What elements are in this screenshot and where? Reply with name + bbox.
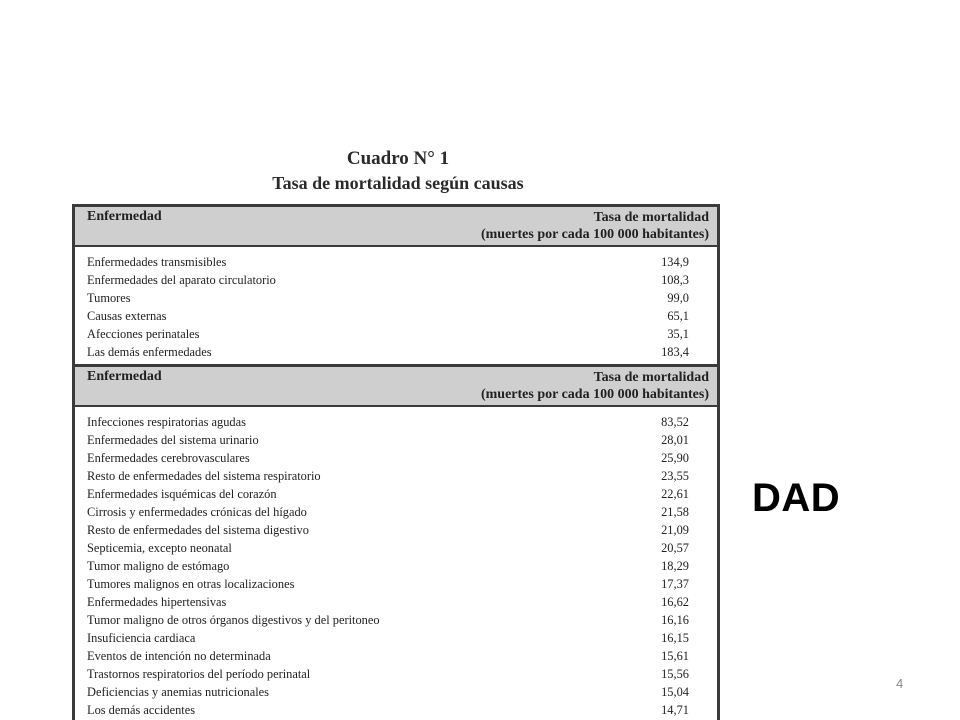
- table-row: [75, 539, 717, 557]
- mortality-rate: 14,71: [661, 703, 689, 717]
- table-body: [75, 247, 717, 361]
- page-number: 4: [896, 676, 904, 691]
- header-disease: Enfermedad: [87, 209, 162, 224]
- disease-name: Los demás accidentes: [87, 703, 196, 717]
- mortality-rate: 16,62: [661, 595, 689, 609]
- table-row: [75, 683, 717, 701]
- table-row: [75, 593, 717, 611]
- mortality-rate: 20,57: [661, 541, 689, 555]
- disease-name: Enfermedades del sistema urinario: [87, 433, 259, 447]
- table-row: [75, 575, 717, 593]
- mortality-table-detailed: [72, 364, 720, 720]
- table-row: [75, 485, 717, 503]
- disease-name: Enfermedades isquémicas del corazón: [87, 487, 277, 501]
- disease-name: Trastornos respiratorios del período perinatal: [87, 667, 311, 681]
- table-row: [75, 467, 717, 485]
- table-header: [75, 207, 717, 247]
- mortality-rate: 25,90: [661, 451, 689, 465]
- mortality-rate: 108,3: [661, 273, 689, 287]
- disease-name: Eventos de intención no determinada: [87, 649, 271, 663]
- mortality-rate: 183,4: [661, 345, 689, 359]
- table-row: [75, 325, 717, 343]
- disease-name: Tumores malignos en otras localizaciones: [87, 577, 295, 591]
- disease-name: Resto de enfermedades del sistema digestivo: [87, 523, 309, 537]
- disease-name: Resto de enfermedades del sistema respiratorio: [87, 469, 321, 483]
- table-row: [75, 629, 717, 647]
- mortality-rate: 15,56: [661, 667, 689, 681]
- table-row: [75, 431, 717, 449]
- disease-name: Enfermedades transmisibles: [87, 255, 227, 269]
- table-row: [75, 343, 717, 361]
- mortality-rate: 23,55: [661, 469, 689, 483]
- header-rate-title: Tasa de mortalidad: [593, 370, 709, 385]
- table-row: [75, 503, 717, 521]
- disease-name: Las demás enfermedades: [87, 345, 212, 359]
- header-rate: [481, 369, 709, 403]
- mortality-rate: 65,1: [667, 309, 689, 323]
- disease-name: Septicemia, excepto neonatal: [87, 541, 232, 555]
- disease-name: Infecciones respiratorias agudas: [87, 415, 246, 429]
- header-disease: Enfermedad: [87, 369, 162, 384]
- disease-name: Enfermedades cerebrovasculares: [87, 451, 250, 465]
- mortality-rate: 16,15: [661, 631, 689, 645]
- table-row: [75, 449, 717, 467]
- table-caption-number: Cuadro N° 1: [346, 148, 450, 169]
- mortality-rate: 21,58: [661, 505, 689, 519]
- disease-name: Afecciones perinatales: [87, 327, 200, 341]
- disease-name: Tumor maligno de estómago: [87, 559, 230, 573]
- table-caption-title: Tasa de mortalidad según causas: [272, 173, 524, 193]
- table-row: [75, 253, 717, 271]
- table-row: [75, 289, 717, 307]
- table-row: [75, 413, 717, 431]
- mortality-rate: 17,37: [661, 577, 689, 591]
- disease-name: Tumor maligno de otros órganos digestivos y del peritoneo: [87, 613, 380, 627]
- disease-name: Tumores: [87, 291, 131, 305]
- table-row: [75, 307, 717, 325]
- header-rate: [481, 209, 709, 243]
- slide-title-fragment: DAD: [752, 476, 841, 520]
- table-body: [75, 407, 717, 719]
- header-rate-title: Tasa de mortalidad: [593, 210, 709, 225]
- mortality-rate: 15,61: [661, 649, 689, 663]
- mortality-rate: 15,04: [661, 685, 689, 699]
- table-row: [75, 521, 717, 539]
- mortality-rate: 28,01: [661, 433, 689, 447]
- disease-name: Enfermedades hipertensivas: [87, 595, 227, 609]
- mortality-rate: 134,9: [661, 255, 689, 269]
- disease-name: Deficiencias y anemias nutricionales: [87, 685, 269, 699]
- disease-name: Enfermedades del aparato circulatorio: [87, 273, 276, 287]
- table-row: [75, 701, 717, 719]
- header-rate-unit: (muertes por cada 100 000 habitantes): [480, 387, 709, 402]
- mortality-rate: 99,0: [667, 291, 689, 305]
- mortality-rate: 83,52: [661, 415, 689, 429]
- mortality-rate: 18,29: [661, 559, 689, 573]
- table-header: [75, 367, 717, 407]
- table-row: [75, 557, 717, 575]
- mortality-rate: 21,09: [661, 523, 689, 537]
- disease-name: Insuficiencia cardiaca: [87, 631, 196, 645]
- mortality-rate: 22,61: [661, 487, 689, 501]
- disease-name: Cirrosis y enfermedades crónicas del hígado: [87, 505, 307, 519]
- table-row: [75, 611, 717, 629]
- table-row: [75, 647, 717, 665]
- mortality-rate: 35,1: [667, 327, 689, 341]
- header-rate-unit: (muertes por cada 100 000 habitantes): [480, 227, 709, 242]
- mortality-table-general: [72, 204, 720, 366]
- table-row: [75, 665, 717, 683]
- table-row: [75, 271, 717, 289]
- mortality-rate: 16,16: [661, 613, 689, 627]
- disease-name: Causas externas: [87, 309, 167, 323]
